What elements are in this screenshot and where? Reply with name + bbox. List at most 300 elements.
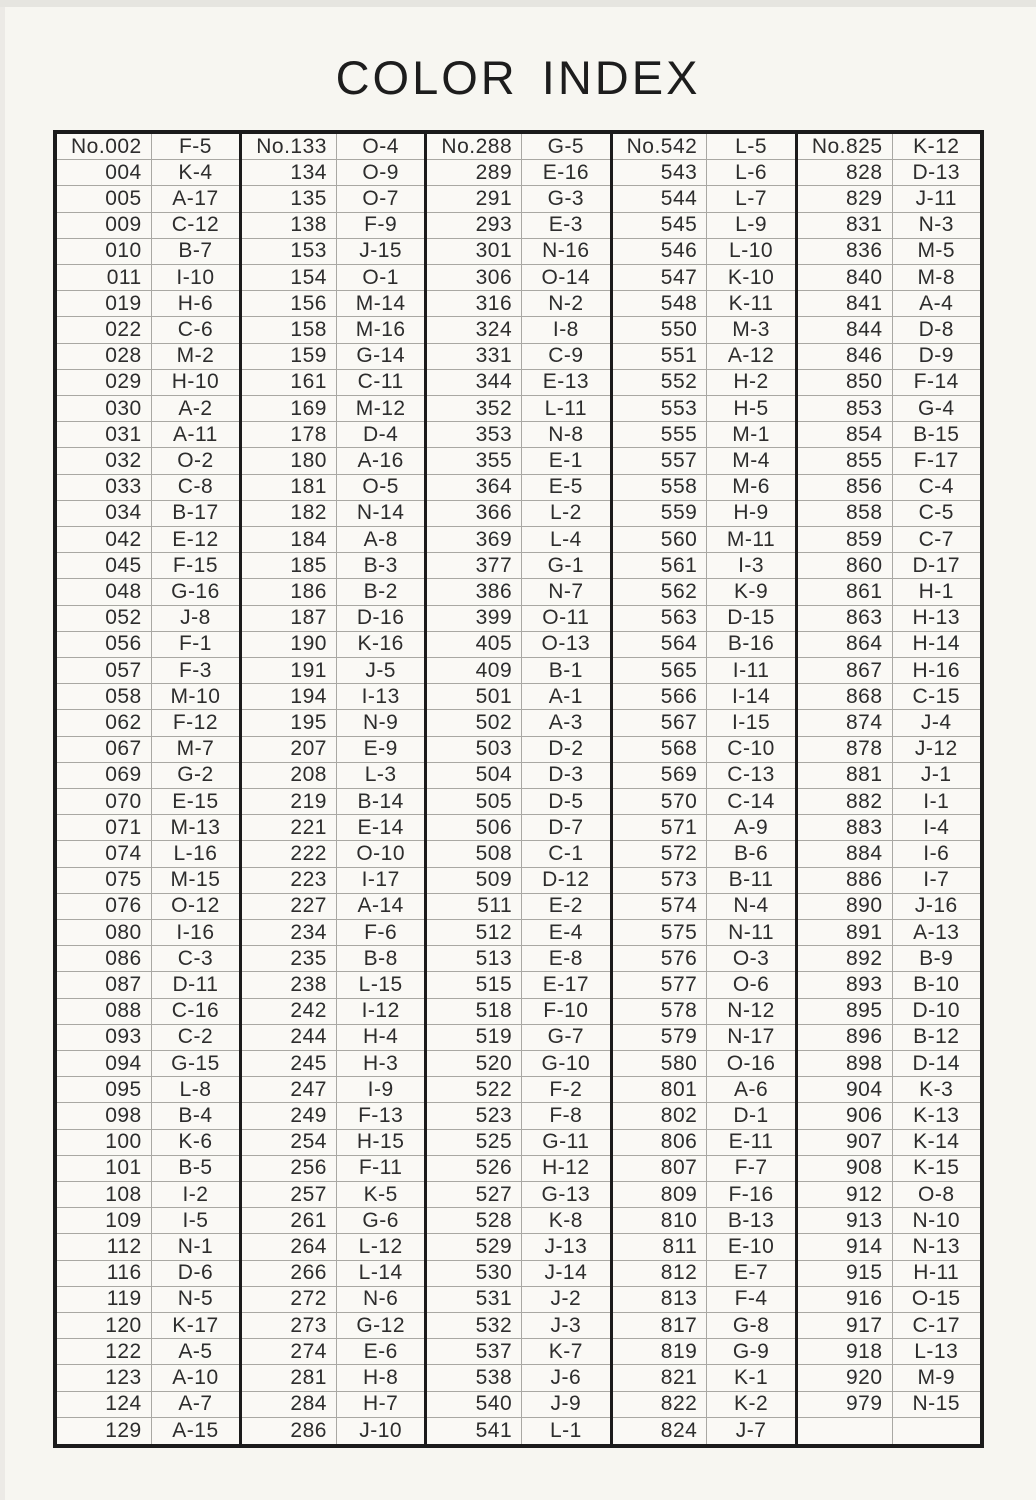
color-code-cell: H-1 xyxy=(893,579,980,605)
color-number-cell: 088 xyxy=(57,999,152,1025)
color-code-cell: L-2 xyxy=(522,501,609,527)
color-number-cell: 129 xyxy=(57,1418,152,1444)
color-number-cell: 552 xyxy=(613,370,708,396)
color-code-cell: F-1 xyxy=(152,632,239,658)
color-code-cell: I-5 xyxy=(152,1208,239,1234)
color-number-cell: 254 xyxy=(242,1130,337,1156)
color-code-cell: K-8 xyxy=(522,1208,609,1234)
color-code-cell: G-11 xyxy=(522,1130,609,1156)
color-code-cell: K-11 xyxy=(707,291,794,317)
color-number-cell: 019 xyxy=(57,291,152,317)
color-number-cell: 352 xyxy=(427,396,522,422)
color-number-cell: 898 xyxy=(798,1051,893,1077)
color-code-cell: H-7 xyxy=(337,1392,424,1418)
color-number-cell: 034 xyxy=(57,501,152,527)
color-number-cell: 867 xyxy=(798,658,893,684)
color-number-cell: 004 xyxy=(57,160,152,186)
color-code-cell: E-6 xyxy=(337,1339,424,1365)
color-number-cell: 551 xyxy=(613,344,708,370)
color-number-cell: 569 xyxy=(613,763,708,789)
color-code-cell: D-2 xyxy=(522,737,609,763)
color-number-cell: 306 xyxy=(427,265,522,291)
color-code-cell xyxy=(893,1418,980,1444)
color-code-cell: O-15 xyxy=(893,1287,980,1313)
color-code-cell: O-8 xyxy=(893,1182,980,1208)
color-number-cell: 854 xyxy=(798,422,893,448)
color-code-cell: M-16 xyxy=(337,317,424,343)
color-number-cell: 116 xyxy=(57,1261,152,1287)
color-number-cell: 908 xyxy=(798,1156,893,1182)
color-number-cell: 301 xyxy=(427,239,522,265)
color-number-cell: 506 xyxy=(427,815,522,841)
color-code-cell: M-15 xyxy=(152,868,239,894)
color-code-cell: H-13 xyxy=(893,606,980,632)
color-code-cell: I-17 xyxy=(337,868,424,894)
color-code-cell: E-10 xyxy=(707,1234,794,1260)
color-number-cell: 109 xyxy=(57,1208,152,1234)
color-number-cell: 515 xyxy=(427,972,522,998)
color-number-cell: 920 xyxy=(798,1365,893,1391)
color-code-cell: J-15 xyxy=(337,239,424,265)
color-number-cell: 245 xyxy=(242,1051,337,1077)
color-number-cell: 502 xyxy=(427,710,522,736)
color-number-cell: 574 xyxy=(613,894,708,920)
color-number-cell: 520 xyxy=(427,1051,522,1077)
color-number-cell: No.002 xyxy=(57,134,152,160)
color-code-cell: N-12 xyxy=(707,999,794,1025)
color-code-cell: H-10 xyxy=(152,370,239,396)
table-column-group xyxy=(239,134,424,1444)
color-code-cell: J-5 xyxy=(337,658,424,684)
color-number-cell: 878 xyxy=(798,737,893,763)
color-code-cell: K-6 xyxy=(152,1130,239,1156)
color-code-cell: I-3 xyxy=(707,553,794,579)
color-code-cell: K-12 xyxy=(893,134,980,160)
color-code-cell: H-2 xyxy=(707,370,794,396)
color-number-cell: 409 xyxy=(427,658,522,684)
color-number-cell: 159 xyxy=(242,344,337,370)
color-number-cell: 120 xyxy=(57,1313,152,1339)
color-code-cell: H-8 xyxy=(337,1365,424,1391)
color-number-cell: 841 xyxy=(798,291,893,317)
color-code-cell: G-2 xyxy=(152,763,239,789)
color-code-cell: A-12 xyxy=(707,344,794,370)
color-code-cell: K-13 xyxy=(893,1103,980,1129)
color-code-cell: B-13 xyxy=(707,1208,794,1234)
color-code-cell: C-14 xyxy=(707,789,794,815)
color-code-cell: G-14 xyxy=(337,344,424,370)
color-code-cell: M-8 xyxy=(893,265,980,291)
color-number-cell: 070 xyxy=(57,789,152,815)
color-number-cell: 221 xyxy=(242,815,337,841)
color-code-cell: C-2 xyxy=(152,1025,239,1051)
color-number-cell: 286 xyxy=(242,1418,337,1444)
color-code-cell: M-5 xyxy=(893,239,980,265)
color-number-cell: 098 xyxy=(57,1103,152,1129)
color-number-cell: 138 xyxy=(242,213,337,239)
color-number-cell: 547 xyxy=(613,265,708,291)
color-code-cell: I-6 xyxy=(893,841,980,867)
color-code-cell: H-15 xyxy=(337,1130,424,1156)
color-number-cell: 904 xyxy=(798,1077,893,1103)
color-number-cell: 187 xyxy=(242,606,337,632)
color-code-cell: F-15 xyxy=(152,553,239,579)
color-code-cell: D-10 xyxy=(893,999,980,1025)
color-code-cell: G-10 xyxy=(522,1051,609,1077)
color-number-cell: 134 xyxy=(242,160,337,186)
color-code-cell: N-17 xyxy=(707,1025,794,1051)
color-code-cell: H-12 xyxy=(522,1156,609,1182)
color-code-cell: C-10 xyxy=(707,737,794,763)
color-code-cell: I-7 xyxy=(893,868,980,894)
color-code-cell: N-2 xyxy=(522,291,609,317)
color-code-cell: D-12 xyxy=(522,868,609,894)
color-code-cell: I-15 xyxy=(707,710,794,736)
color-number-cell: 119 xyxy=(57,1287,152,1313)
color-number-cell: 546 xyxy=(613,239,708,265)
color-code-cell: J-13 xyxy=(522,1234,609,1260)
color-number-cell: 550 xyxy=(613,317,708,343)
color-code-cell: L-4 xyxy=(522,527,609,553)
color-number-cell: 124 xyxy=(57,1392,152,1418)
color-number-cell: 022 xyxy=(57,317,152,343)
color-code-cell: F-13 xyxy=(337,1103,424,1129)
color-code-cell: E-16 xyxy=(522,160,609,186)
color-code-cell: F-12 xyxy=(152,710,239,736)
color-code-cell: K-15 xyxy=(893,1156,980,1182)
color-code-cell: L-3 xyxy=(337,763,424,789)
color-number-cell: 896 xyxy=(798,1025,893,1051)
color-code-cell: B-5 xyxy=(152,1156,239,1182)
color-number-cell: 572 xyxy=(613,841,708,867)
color-code-cell: F-8 xyxy=(522,1103,609,1129)
color-code-cell: F-17 xyxy=(893,448,980,474)
color-code-cell: M-10 xyxy=(152,684,239,710)
color-number-cell: 801 xyxy=(613,1077,708,1103)
color-code-cell: F-2 xyxy=(522,1077,609,1103)
color-code-cell: D-9 xyxy=(893,344,980,370)
color-code-cell: K-16 xyxy=(337,632,424,658)
color-code-cell: E-14 xyxy=(337,815,424,841)
color-code-cell: D-6 xyxy=(152,1261,239,1287)
color-number-cell: 537 xyxy=(427,1339,522,1365)
color-code-cell: E-11 xyxy=(707,1130,794,1156)
color-code-cell: N-8 xyxy=(522,422,609,448)
color-number-cell: 571 xyxy=(613,815,708,841)
color-number-cell: 504 xyxy=(427,763,522,789)
color-number-cell: 399 xyxy=(427,606,522,632)
color-code-cell: C-8 xyxy=(152,475,239,501)
color-number-cell: 893 xyxy=(798,972,893,998)
color-code-cell: B-2 xyxy=(337,579,424,605)
color-code-cell: D-8 xyxy=(893,317,980,343)
color-number-cell: 557 xyxy=(613,448,708,474)
color-number-cell: 538 xyxy=(427,1365,522,1391)
color-number-cell: 891 xyxy=(798,920,893,946)
color-number-cell: 238 xyxy=(242,972,337,998)
color-code-cell: I-14 xyxy=(707,684,794,710)
color-code-cell: B-14 xyxy=(337,789,424,815)
color-code-cell: I-11 xyxy=(707,658,794,684)
color-number-cell: 513 xyxy=(427,946,522,972)
color-number-cell: 208 xyxy=(242,763,337,789)
color-code-cell: F-4 xyxy=(707,1287,794,1313)
color-code-cell: I-10 xyxy=(152,265,239,291)
color-code-cell: G-5 xyxy=(522,134,609,160)
color-code-cell: I-1 xyxy=(893,789,980,815)
table-column-group xyxy=(795,134,980,1444)
color-number-cell: 195 xyxy=(242,710,337,736)
color-code-cell: J-12 xyxy=(893,737,980,763)
color-code-cell: K-7 xyxy=(522,1339,609,1365)
color-number-cell: 266 xyxy=(242,1261,337,1287)
color-code-cell: L-11 xyxy=(522,396,609,422)
color-number-cell: 523 xyxy=(427,1103,522,1129)
color-code-cell: F-16 xyxy=(707,1182,794,1208)
color-number-cell: 831 xyxy=(798,213,893,239)
color-code-cell: G-13 xyxy=(522,1182,609,1208)
color-code-cell: F-9 xyxy=(337,213,424,239)
color-number-cell: 892 xyxy=(798,946,893,972)
color-code-cell: E-7 xyxy=(707,1261,794,1287)
color-code-cell: A-9 xyxy=(707,815,794,841)
color-code-cell: H-3 xyxy=(337,1051,424,1077)
color-number-cell: 156 xyxy=(242,291,337,317)
color-number-cell: 158 xyxy=(242,317,337,343)
color-code-cell: J-14 xyxy=(522,1261,609,1287)
color-number-cell: 817 xyxy=(613,1313,708,1339)
color-code-cell: N-1 xyxy=(152,1234,239,1260)
color-code-cell: M-3 xyxy=(707,317,794,343)
color-number-cell: 829 xyxy=(798,186,893,212)
color-code-cell: A-11 xyxy=(152,422,239,448)
color-code-cell: K-5 xyxy=(337,1182,424,1208)
color-number-cell: 324 xyxy=(427,317,522,343)
color-number-cell: 101 xyxy=(57,1156,152,1182)
color-code-cell: A-16 xyxy=(337,448,424,474)
color-number-cell: 559 xyxy=(613,501,708,527)
color-number-cell: 281 xyxy=(242,1365,337,1391)
color-code-cell: C-11 xyxy=(337,370,424,396)
color-number-cell: 009 xyxy=(57,213,152,239)
color-number-cell: 570 xyxy=(613,789,708,815)
color-number-cell: 227 xyxy=(242,894,337,920)
color-number-cell: 844 xyxy=(798,317,893,343)
color-code-cell: M-6 xyxy=(707,475,794,501)
color-code-cell: E-15 xyxy=(152,789,239,815)
color-number-cell: 522 xyxy=(427,1077,522,1103)
color-code-cell: O-11 xyxy=(522,606,609,632)
color-number-cell: 191 xyxy=(242,658,337,684)
color-index-table xyxy=(53,130,984,1448)
color-code-cell: M-9 xyxy=(893,1365,980,1391)
color-number-cell: 819 xyxy=(613,1339,708,1365)
color-number-cell: 912 xyxy=(798,1182,893,1208)
color-number-cell: 884 xyxy=(798,841,893,867)
color-number-cell: 074 xyxy=(57,841,152,867)
color-number-cell: 405 xyxy=(427,632,522,658)
color-code-cell: J-6 xyxy=(522,1365,609,1391)
color-number-cell: 575 xyxy=(613,920,708,946)
color-code-cell: E-3 xyxy=(522,213,609,239)
color-code-cell: M-2 xyxy=(152,344,239,370)
color-code-cell: H-9 xyxy=(707,501,794,527)
color-number-cell: 822 xyxy=(613,1392,708,1418)
color-code-cell: G-16 xyxy=(152,579,239,605)
color-number-cell: 501 xyxy=(427,684,522,710)
color-code-cell: J-16 xyxy=(893,894,980,920)
color-code-cell: D-13 xyxy=(893,160,980,186)
color-code-cell: C-4 xyxy=(893,475,980,501)
color-code-cell: M-7 xyxy=(152,737,239,763)
color-number-cell: 836 xyxy=(798,239,893,265)
color-number-cell: 112 xyxy=(57,1234,152,1260)
color-code-cell: A-2 xyxy=(152,396,239,422)
color-number-cell: 244 xyxy=(242,1025,337,1051)
color-code-cell: J-2 xyxy=(522,1287,609,1313)
color-number-cell: 353 xyxy=(427,422,522,448)
color-code-cell: B-4 xyxy=(152,1103,239,1129)
color-code-cell: N-3 xyxy=(893,213,980,239)
color-code-cell: E-1 xyxy=(522,448,609,474)
color-number-cell: 895 xyxy=(798,999,893,1025)
color-number-cell: 802 xyxy=(613,1103,708,1129)
color-code-cell: J-8 xyxy=(152,606,239,632)
color-code-cell: K-4 xyxy=(152,160,239,186)
color-code-cell: I-4 xyxy=(893,815,980,841)
color-number-cell: No.542 xyxy=(613,134,708,160)
color-code-cell: L-12 xyxy=(337,1234,424,1260)
color-number-cell: 916 xyxy=(798,1287,893,1313)
color-code-cell: M-12 xyxy=(337,396,424,422)
color-code-cell: C-16 xyxy=(152,999,239,1025)
color-code-cell: N-11 xyxy=(707,920,794,946)
color-number-cell: 369 xyxy=(427,527,522,553)
color-number-cell: 219 xyxy=(242,789,337,815)
color-code-cell: F-11 xyxy=(337,1156,424,1182)
color-code-cell: N-4 xyxy=(707,894,794,920)
color-number-cell: 256 xyxy=(242,1156,337,1182)
color-number-cell: 366 xyxy=(427,501,522,527)
color-code-cell: E-5 xyxy=(522,475,609,501)
color-number-cell: 005 xyxy=(57,186,152,212)
color-code-cell: C-17 xyxy=(893,1313,980,1339)
color-number-cell: 289 xyxy=(427,160,522,186)
color-number-cell: 858 xyxy=(798,501,893,527)
color-code-cell: I-16 xyxy=(152,920,239,946)
color-number-cell: 161 xyxy=(242,370,337,396)
color-number-cell: No.288 xyxy=(427,134,522,160)
page-title: COLOR INDEX xyxy=(335,51,701,104)
color-number-cell: 864 xyxy=(798,632,893,658)
color-code-cell: A-8 xyxy=(337,527,424,553)
color-code-cell: G-6 xyxy=(337,1208,424,1234)
color-code-cell: G-1 xyxy=(522,553,609,579)
color-number-cell: 045 xyxy=(57,553,152,579)
color-code-cell: J-7 xyxy=(735,1418,767,1442)
color-code-cell: A-14 xyxy=(337,894,424,920)
color-number-cell: 566 xyxy=(613,684,708,710)
color-number-cell: 029 xyxy=(57,370,152,396)
color-number-cell: 503 xyxy=(427,737,522,763)
color-number-cell: 242 xyxy=(242,999,337,1025)
color-number-cell: 529 xyxy=(427,1234,522,1260)
color-code-cell: D-11 xyxy=(152,972,239,998)
color-number-cell: 093 xyxy=(57,1025,152,1051)
table-column-group xyxy=(424,134,609,1444)
color-code-cell: B-10 xyxy=(893,972,980,998)
color-number-cell: 512 xyxy=(427,920,522,946)
color-code-cell: O-3 xyxy=(707,946,794,972)
color-code-cell: B-6 xyxy=(707,841,794,867)
color-code-cell: A-15 xyxy=(172,1418,219,1442)
color-code-cell: C-15 xyxy=(893,684,980,710)
color-code-cell: F-10 xyxy=(522,999,609,1025)
color-number-cell: 273 xyxy=(242,1313,337,1339)
color-number-cell: 811 xyxy=(613,1234,708,1260)
color-number-cell: 568 xyxy=(613,737,708,763)
color-number-cell: 185 xyxy=(242,553,337,579)
color-code-cell: F-3 xyxy=(152,658,239,684)
color-number-cell: 868 xyxy=(798,684,893,710)
color-number-cell: 247 xyxy=(242,1077,337,1103)
color-code-cell: E-4 xyxy=(522,920,609,946)
color-code-cell: O-4 xyxy=(337,134,424,160)
color-number-cell: 861 xyxy=(798,579,893,605)
color-number-cell: 562 xyxy=(613,579,708,605)
color-number-cell: 272 xyxy=(242,1287,337,1313)
color-number-cell: 519 xyxy=(427,1025,522,1051)
color-number-cell: 331 xyxy=(427,344,522,370)
color-number-cell: 856 xyxy=(798,475,893,501)
color-number-cell xyxy=(798,1418,893,1444)
color-code-cell: H-6 xyxy=(152,291,239,317)
color-code-cell: G-7 xyxy=(522,1025,609,1051)
color-code-cell: J-4 xyxy=(893,710,980,736)
color-code-cell: A-10 xyxy=(152,1365,239,1391)
color-code-cell: N-16 xyxy=(522,239,609,265)
color-code-cell: M-14 xyxy=(337,291,424,317)
color-number-cell: 069 xyxy=(57,763,152,789)
color-code-cell: G-8 xyxy=(707,1313,794,1339)
color-number-cell: 086 xyxy=(57,946,152,972)
color-number-cell: 108 xyxy=(57,1182,152,1208)
color-number-cell: 180 xyxy=(242,448,337,474)
table-column-group xyxy=(57,134,239,1444)
color-code-cell: M-4 xyxy=(707,448,794,474)
color-code-cell: C-1 xyxy=(522,841,609,867)
color-code-cell: M-11 xyxy=(707,527,794,553)
color-code-cell: D-16 xyxy=(337,606,424,632)
color-code-cell: N-5 xyxy=(152,1287,239,1313)
color-code-cell: G-15 xyxy=(152,1051,239,1077)
color-number-cell: 553 xyxy=(613,396,708,422)
color-code-cell: L-9 xyxy=(707,213,794,239)
color-number-cell: No.133 xyxy=(242,134,337,160)
color-code-cell: J-11 xyxy=(893,186,980,212)
color-code-cell: F-6 xyxy=(337,920,424,946)
color-number-cell: 095 xyxy=(57,1077,152,1103)
color-number-cell: 293 xyxy=(427,213,522,239)
color-code-cell: O-9 xyxy=(337,160,424,186)
color-code-cell: B-11 xyxy=(707,868,794,894)
color-code-cell: E-17 xyxy=(522,972,609,998)
color-number-cell: 853 xyxy=(798,396,893,422)
color-number-cell: No.825 xyxy=(798,134,893,160)
color-code-cell: H-16 xyxy=(893,658,980,684)
color-number-cell: 532 xyxy=(427,1313,522,1339)
color-number-cell: 813 xyxy=(613,1287,708,1313)
